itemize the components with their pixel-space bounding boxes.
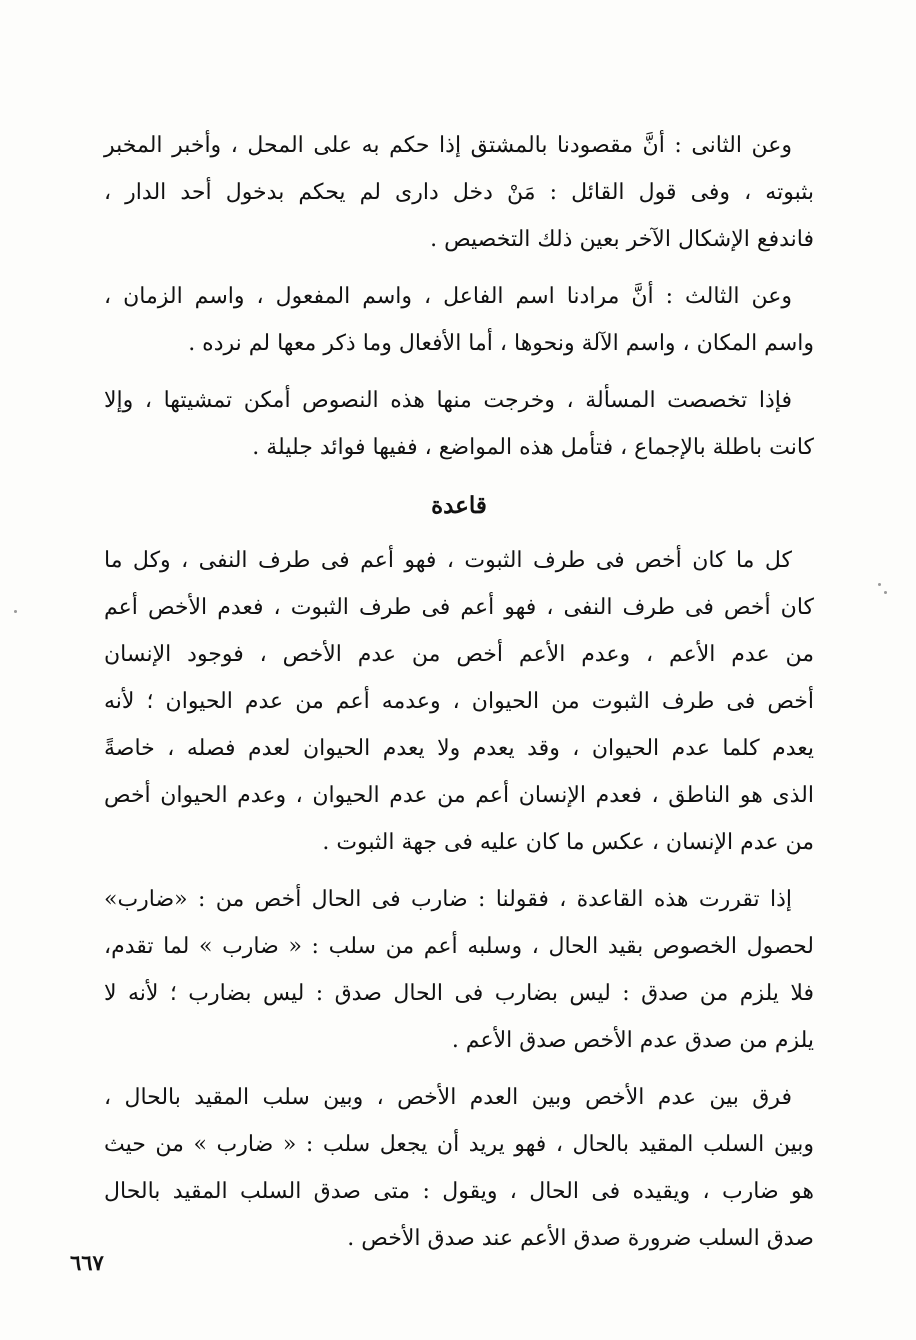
text-line: وعن الثانى : أنَّ مقصودنا بالمشتق إذا حكم به على المحل ، وأخبر المخبر <box>104 133 792 158</box>
text-line: كان أخص فى طرف النفى ، فهو أعم فى طرف الثبوت ، فعدم الأخص أعم <box>104 595 814 620</box>
text-line: وعن الثالث : أنَّ مرادنا اسم الفاعل ، واسم المفعول ، واسم الزمان ، <box>104 284 792 309</box>
text-line: فاندفع الإشكال الآخر بعين ذلك التخصيص . <box>430 227 814 252</box>
text-line: أخص فى طرف الثبوت من الحيوان ، وعدمه أعم من عدم الحيوان ؛ لأنه <box>104 689 814 714</box>
text-line: صدق السلب ضرورة صدق الأعم عند صدق الأخص . <box>347 1226 814 1251</box>
text-line: من عدم الإنسان ، عكس ما كان عليه فى جهة الثبوت . <box>322 830 814 855</box>
paragraph <box>104 1074 814 1262</box>
text-line: كانت باطلة بالإجماع ، فتأمل هذه المواضع ، ففيها فوائد جليلة . <box>252 435 814 460</box>
paragraph <box>104 377 814 471</box>
paragraph <box>104 273 814 367</box>
section-heading: قاعدة <box>431 492 487 519</box>
body-text <box>104 122 814 1272</box>
text-line: كل ما كان أخص فى طرف الثبوت ، فهو أعم فى طرف النفى ، وكل ما <box>104 548 792 573</box>
paragraph <box>104 537 814 866</box>
margin-speck <box>14 610 17 613</box>
text-line: فرق بين عدم الأخص وبين العدم الأخص ، وبين سلب المقيد بالحال ، <box>104 1085 792 1110</box>
text-line: يلزم من صدق عدم الأخص صدق الأعم . <box>451 1028 814 1053</box>
margin-speck <box>884 591 887 594</box>
page-number: ٦٦٧ <box>70 1250 104 1275</box>
text-line: إذا تقررت هذه القاعدة ، فقولنا : ضارب فى الحال أخص من : «ضارب» <box>104 887 792 912</box>
text-line: الذى هو الناطق ، فعدم الإنسان أعم من عدم الحيوان ، وعدم الحيوان أخص <box>104 783 814 808</box>
text-line: هو ضارب ، ويقيده فى الحال ، ويقول : متى صدق السلب المقيد بالحال <box>104 1179 814 1204</box>
text-line: وبين السلب المقيد بالحال ، فهو يريد أن يجعل سلب : « ضارب » من حيث <box>104 1132 814 1157</box>
paragraph <box>104 122 814 263</box>
text-line: واسم المكان ، واسم الآلة ونحوها ، أما الأفعال وما ذكر معها لم نرده . <box>188 331 814 356</box>
text-line: فلا يلزم من صدق : ليس بضارب فى الحال صدق : ليس بضارب ؛ لأنه لا <box>104 981 814 1006</box>
paragraph <box>104 876 814 1064</box>
margin-speck <box>878 583 881 586</box>
text-line: بثبوته ، وفى قول القائل : مَنْ دخل دارى لم يحكم بدخول أحد الدار ، <box>104 180 814 205</box>
text-line: من عدم الأعم ، وعدم الأعم أخص من عدم الأخص ، فوجود الإنسان <box>104 642 814 667</box>
text-line: لحصول الخصوص بقيد الحال ، وسلبه أعم من سلب : « ضارب » لما تقدم، <box>104 934 814 959</box>
text-line: يعدم كلما عدم الحيوان ، وقد يعدم ولا يعدم الحيوان لعدم فصله ، خاصةً <box>104 736 814 761</box>
text-line: فإذا تخصصت المسألة ، وخرجت منها هذه النصوص أمكن تمشيتها ، وإلا <box>104 388 792 413</box>
